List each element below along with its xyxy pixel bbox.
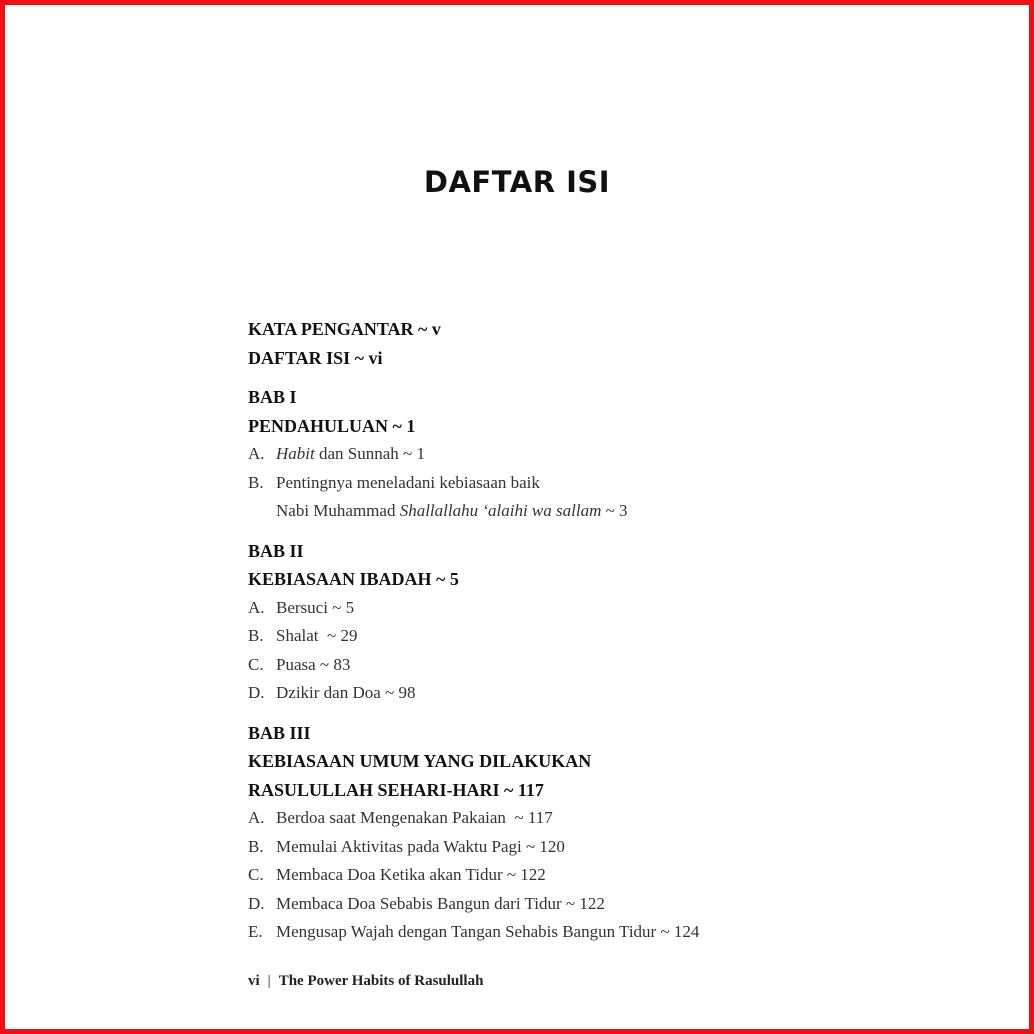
footer-separator: | xyxy=(267,973,271,989)
entry-letter: D. xyxy=(248,683,265,702)
toc-entry xyxy=(248,440,948,469)
entry-text: Memulai Aktivitas pada Waktu Pagi ~ 120 xyxy=(276,836,565,856)
toc-entry xyxy=(248,651,948,680)
toc-entry xyxy=(248,622,948,651)
toc-entry xyxy=(248,679,948,708)
toc-entry xyxy=(248,469,948,526)
entry-text: Bersuci ~ 5 xyxy=(276,597,355,617)
bab-1-heading: PENDAHULUAN ~ 1 xyxy=(248,415,416,436)
entry-line-1: Pentingnya meneladani kebiasaan baik xyxy=(276,472,540,492)
toc-front-matter-kata-pengantar: KATA PENGANTAR ~ v xyxy=(248,319,441,339)
bab-2-heading: KEBIASAAN IBADAH ~ 5 xyxy=(248,569,459,589)
toc-entry xyxy=(248,804,948,833)
bab-3-heading-line-1: KEBIASAAN UMUM YANG DILAKUKAN xyxy=(248,751,592,771)
toc-entry xyxy=(248,833,948,862)
footer-page-number: vi xyxy=(248,973,260,989)
entry-rest-text: dan Sunnah ~ 1 xyxy=(314,444,425,463)
entry-text: Membaca Doa Ketika akan Tidur ~ 122 xyxy=(276,865,546,884)
entry-text xyxy=(276,440,948,469)
entry-letter: C. xyxy=(248,865,264,884)
entry-letter: A. xyxy=(248,808,265,827)
entry-text: Puasa ~ 83 xyxy=(276,654,351,674)
entry-letter: B. xyxy=(248,626,264,645)
toc-entry xyxy=(248,861,948,890)
entry-text: Dzikir dan Doa ~ 98 xyxy=(276,683,416,702)
toc-entry xyxy=(248,890,948,919)
bab-3-section xyxy=(248,719,948,947)
entry-line-2-post: ~ 3 xyxy=(601,501,628,520)
page-title: DAFTAR ISI xyxy=(423,165,611,199)
table-of-contents xyxy=(248,315,948,947)
toc-entry xyxy=(248,594,948,623)
entry-letter: B. xyxy=(248,472,264,492)
toc-front-matter-daftar-isi: DAFTAR ISI ~ vi xyxy=(248,347,383,368)
page-footer xyxy=(248,973,483,990)
bab-1-label: BAB I xyxy=(248,387,297,407)
entry-line-2 xyxy=(276,497,948,526)
bab-3-heading-line-2: RASULULLAH SEHARI-HARI ~ 117 xyxy=(248,779,544,800)
bab-2-label: BAB II xyxy=(248,540,304,561)
footer-book-title: The Power Habits of Rasulullah xyxy=(278,973,484,989)
entry-letter: A. xyxy=(248,444,265,463)
entry-text: Shalat ~ 29 xyxy=(276,626,358,645)
entry-line-2-italic: Shallallahu ‘alaihi wa sallam xyxy=(399,501,602,520)
entry-letter: C. xyxy=(248,654,264,674)
entry-letter: A. xyxy=(248,597,265,617)
entry-letter: B. xyxy=(248,836,264,856)
entry-text xyxy=(276,469,948,526)
entry-letter: E. xyxy=(248,922,263,941)
entry-letter: D. xyxy=(248,893,265,913)
bab-3-label: BAB III xyxy=(248,722,311,743)
entry-text: Membaca Doa Sebabis Bangun dari Tidur ~ 122 xyxy=(276,893,605,913)
toc-entry xyxy=(248,918,948,947)
entry-text: Mengusap Wajah dengan Tangan Sehabis Bangun Tidur ~ 124 xyxy=(276,922,700,941)
entry-line-2-pre: Nabi Muhammad xyxy=(276,501,400,520)
entry-italic-text: Habit xyxy=(276,444,315,463)
bab-1-section xyxy=(248,383,948,526)
bab-2-section xyxy=(248,537,948,708)
entry-text: Berdoa saat Mengenakan Pakaian ~ 117 xyxy=(276,808,553,827)
